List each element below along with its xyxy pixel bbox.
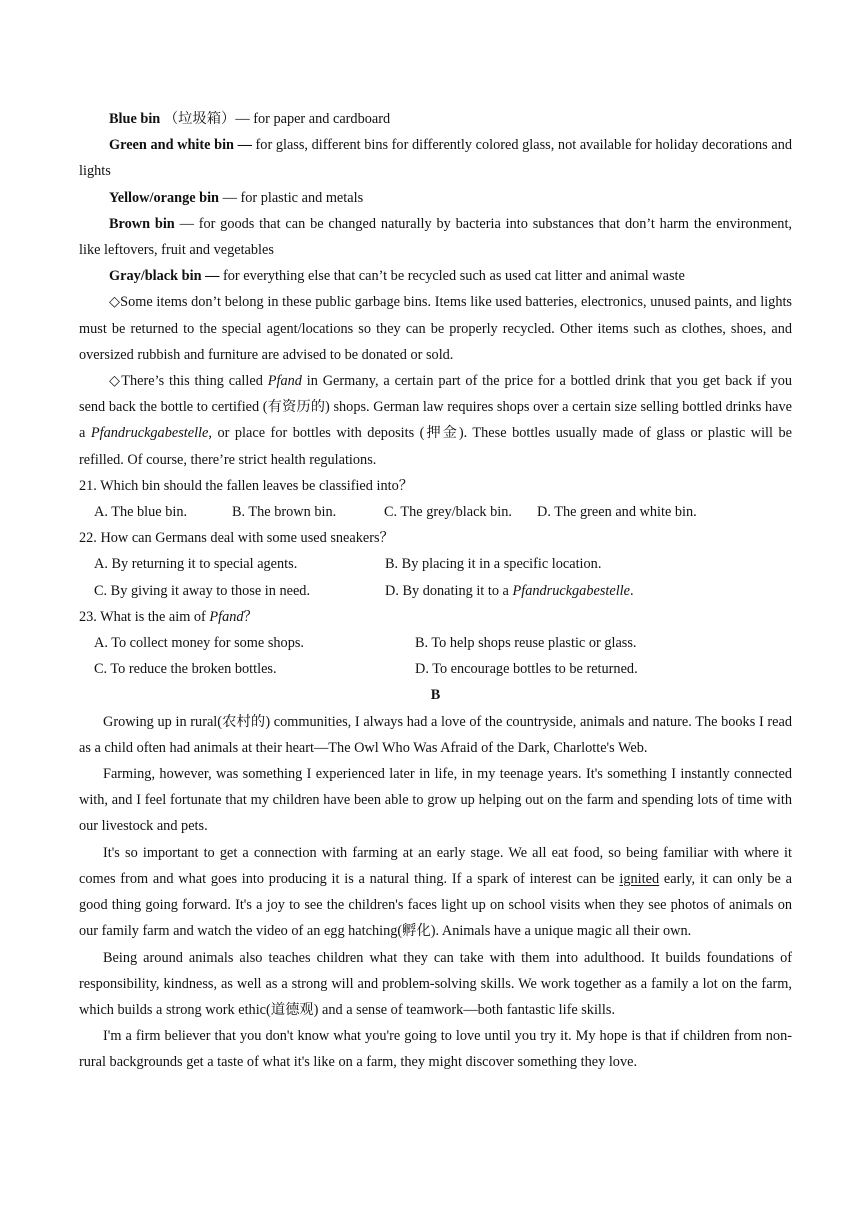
passage-b-paragraph-1: Growing up in rural(农村的) communities, I always had a love of the countryside, animals and nature. The books I read as a child often had animals at their heart—The Owl Who Was Afraid of the Dark, Charlotte's Web. — [79, 713, 792, 756]
question-22-options-cd — [79, 578, 792, 604]
option-a: A. By returning it to special agents. — [94, 556, 298, 573]
passage-b-paragraph-5: I'm a firm believer that you don't know what you're going to love until you try it. My hope is that if children from non-rural backgrounds get a taste of what it's like on a farm, they might discover something they love. — [79, 1028, 792, 1071]
option-c: C. The grey/black bin. — [384, 504, 512, 521]
document-page — [79, 106, 792, 1076]
question-22-stem: 22. How can Germans deal with some used sneakers？ — [79, 530, 394, 547]
option-a: A. To collect money for some shops. — [94, 635, 304, 652]
question-23-options-cd — [79, 656, 792, 682]
option-b: B. To help shops reuse plastic or glass. — [415, 635, 637, 652]
bin-blue: Blue bin （垃圾箱）— for paper and cardboard — [109, 111, 391, 127]
paragraph-pfand: ◇There’s this thing called Pfand in Germany, a certain part of the price for a bottled drink that you get back if you send back the bottle to certified (有资历的) shops. German law requires shops over a certain size selling bottled drinks have a Pfandruckgabestelle, or place for bottles with deposits (押金). These bottles usually made of glass or plastic will be refilled. Of course, there’re strict health regulations. — [79, 373, 792, 468]
option-a: A. The blue bin. — [94, 504, 188, 521]
question-23-options-ab — [79, 630, 792, 656]
question-21-stem: 21. Which bin should the fallen leaves be classified into？ — [79, 477, 414, 494]
passage-b-paragraph-4: Being around animals also teaches children what they can take with them into adulthood. It builds foundations of responsibility, kindness, as well as a strong will and problem-solving skills. We work together as a family a lot on the farm, which builds a strong work ethic(道德观) and a sense of teamwork—both fantastic life skills. — [79, 949, 792, 1018]
bin-green-white: Green and white bin — for glass, different bins for differently colored glass, not available for holiday decorations and lights — [79, 137, 792, 180]
bin-brown: Brown bin — for goods that can be changed naturally by bacteria into substances that don’t harm the environment, like leftovers, fruit and vegetables — [79, 215, 792, 259]
option-b: B. By placing it in a specific location. — [385, 556, 602, 573]
section-heading-b: B — [430, 687, 441, 704]
option-d: D. To encourage bottles to be returned. — [415, 661, 638, 678]
option-d: D. The green and white bin. — [537, 504, 697, 521]
option-c: C. To reduce the broken bottles. — [94, 661, 277, 678]
passage-b-paragraph-2: Farming, however, was something I experienced later in life, in my teenage years. It's something I instantly connected with, and I feel fortunate that my children have been able to grow up helping out on the farm and spending lots of time with our livestock and pets. — [79, 766, 792, 835]
option-c: C. By giving it away to those in need. — [94, 582, 311, 599]
underlined-word-ignited: ignited — [619, 870, 660, 887]
question-21-options — [79, 499, 792, 525]
bin-yellow-orange: Yellow/orange bin — for plastic and metals — [109, 189, 364, 206]
question-23-stem: 23. What is the aim of Pfand？ — [79, 608, 258, 625]
option-d: D. By donating it to a Pfandruckgabestelle. — [385, 582, 634, 599]
paragraph-special-items: ◇Some items don’t belong in these public garbage bins. Items like used batteries, electronics, unused paints, and lights must be returned to the special agent/locations so they can be properly recycled. Other items such as clothes, shoes, and oversized rubbish and furniture are advised to be donated or sold. — [79, 294, 792, 363]
passage-b-paragraph-3: It's so important to get a connection with farming at an early stage. We all eat food, so being familiar with where it comes from and what goes into producing it is a natural thing. If a spark of interest can be ignited early, it can only be a good thing going forward. It's a joy to see the children's faces light up on school visits when they see photos of animals on our family farm and watch the video of an egg hatching(孵化). Animals have a unique magic all their own. — [79, 844, 792, 940]
bin-gray-black: Gray/black bin — for everything else that can’t be recycled such as used cat litter and animal waste — [109, 268, 685, 285]
option-b: B. The brown bin. — [232, 504, 337, 521]
question-22-options-ab — [79, 551, 792, 577]
